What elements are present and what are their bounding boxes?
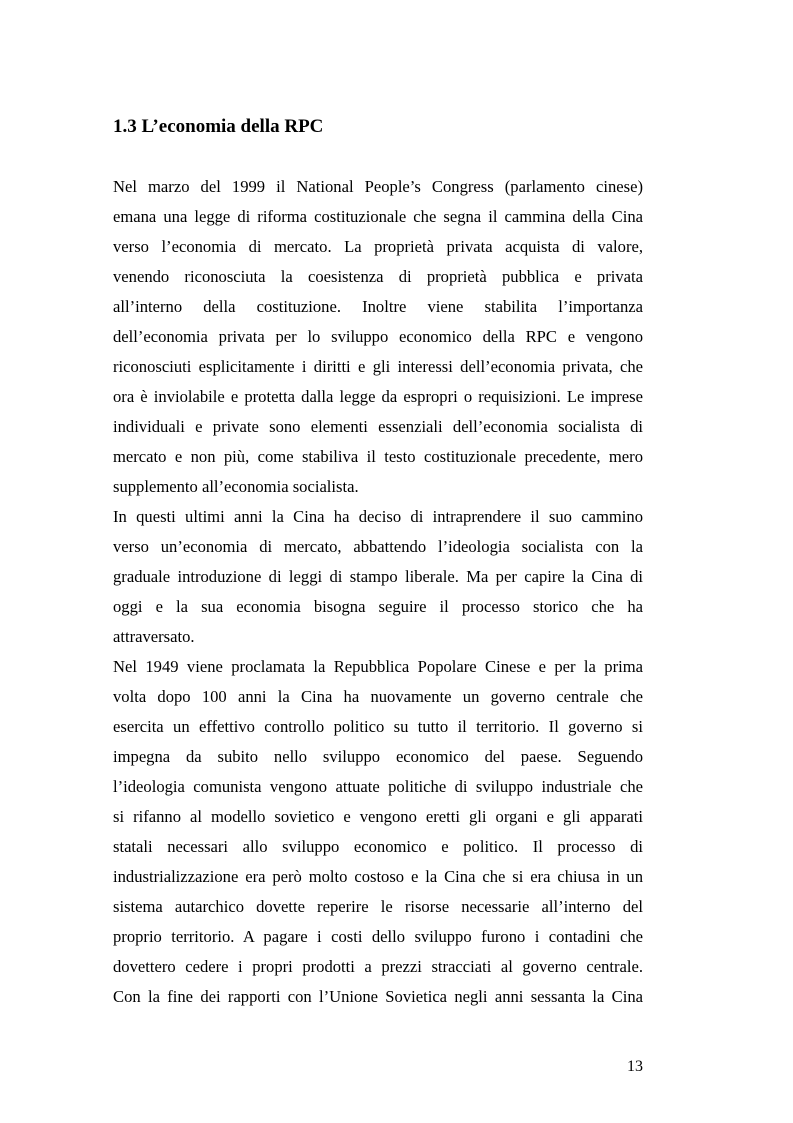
text-line: si rifanno al modello sovietico e vengono eretti gli organi e gli apparati (113, 807, 643, 826)
text-line: volta dopo 100 anni la Cina ha nuovamente un governo centrale che (113, 687, 643, 706)
text-line: In questi ultimi anni la Cina ha deciso di intraprendere il suo cammino (113, 507, 643, 526)
text-line: verso l’economia di mercato. La proprietà privata acquista di valore, (113, 237, 643, 256)
text-line: sistema autarchico dovette reperire le risorse necessarie all’interno del (113, 897, 643, 916)
text-line: esercita un effettivo controllo politico su tutto il territorio. Il governo si (113, 717, 643, 736)
text-line: l’ideologia comunista vengono attuate politiche di sviluppo industriale che (113, 777, 643, 796)
text-line: graduale introduzione di leggi di stampo liberale. Ma per capire la Cina di (113, 567, 643, 586)
page-number: 13 (627, 1058, 643, 1075)
text-line: emana una legge di riforma costituzionale che segna il cammina della Cina (113, 207, 643, 226)
text-line: dell’economia privata per lo sviluppo economico della RPC e vengono (113, 327, 643, 346)
text-line: dovettero cedere i propri prodotti a prezzi stracciati al governo centrale. (113, 957, 643, 976)
text-line: Nel 1949 viene proclamata la Repubblica Popolare Cinese e per la prima (113, 657, 643, 676)
text-line: attraversato. (113, 627, 195, 646)
text-line: riconosciuti esplicitamente i diritti e gli interessi dell’economia privata, che (113, 357, 643, 376)
text-line: Con la fine dei rapporti con l’Unione Sovietica negli anni sessanta la Cina (113, 987, 643, 1006)
text-line: mercato e non più, come stabiliva il testo costituzionale precedente, mero (113, 447, 643, 466)
text-line: venendo riconosciuta la coesistenza di proprietà pubblica e privata (113, 267, 643, 286)
body-text (113, 172, 643, 1012)
section-title: 1.3 L’economia della RPC (113, 116, 324, 137)
text-line: industrializzazione era però molto costoso e la Cina che si era chiusa in un (113, 867, 643, 886)
text-line: verso un’economia di mercato, abbattendo l’ideologia socialista con la (113, 537, 643, 556)
text-line: impegna da subito nello sviluppo economico del paese. Seguendo (113, 747, 643, 766)
text-line: individuali e private sono elementi essenziali dell’economia socialista di (113, 417, 643, 436)
text-line: oggi e la sua economia bisogna seguire il processo storico che ha (113, 597, 643, 616)
text-line: statali necessari allo sviluppo economico e politico. Il processo di (113, 837, 643, 856)
text-line: proprio territorio. A pagare i costi dello sviluppo furono i contadini che (113, 927, 643, 946)
paragraph (113, 652, 643, 1012)
text-line: supplemento all’economia socialista. (113, 477, 359, 496)
paragraph (113, 502, 643, 652)
paragraph (113, 172, 643, 502)
text-line: all’interno della costituzione. Inoltre viene stabilita l’importanza (113, 297, 643, 316)
text-line: Nel marzo del 1999 il National People’s Congress (parlamento cinese) (113, 177, 643, 196)
text-line: ora è inviolabile e protetta dalla legge da espropri o requisizioni. Le imprese (113, 387, 643, 406)
